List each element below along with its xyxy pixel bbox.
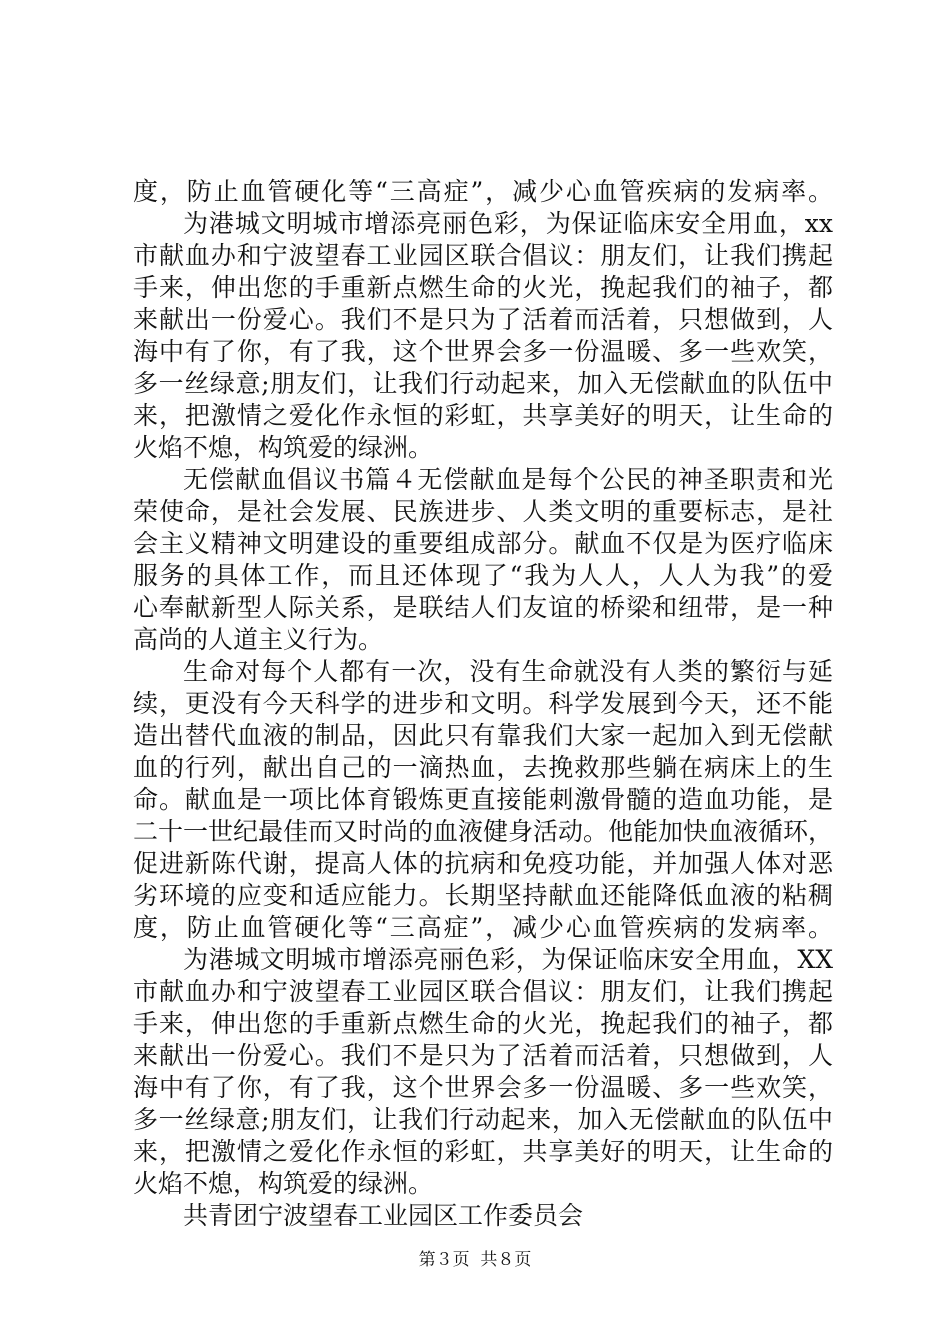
paragraph-first-line: 为港城文明城市增添亮丽色彩，为保证临床安全用血，XX: [183, 945, 833, 974]
text-line: 市献血办和宁波望春工业园区联合倡议：朋友们，让我们携起: [133, 241, 833, 270]
text-line: 手来，伸出您的手重新点燃生命的火光，挽起我们的袖子，都: [133, 273, 833, 302]
text-line: 续，更没有今天科学的进步和文明。科学发展到今天，还不能: [133, 689, 833, 718]
signature-line: 共青团宁波望春工业园区工作委员会: [183, 1201, 584, 1230]
text-line: 会主义精神文明建设的重要组成部分。献血不仅是为医疗临床: [133, 529, 833, 558]
text-line: 造出替代血液的制品，因此只有靠我们大家一起加入到无偿献: [133, 721, 833, 750]
text-line: 海中有了你，有了我，这个世界会多一份温暖、多一些欢笑，: [133, 337, 833, 366]
paragraph-first-line: 无偿献血倡议书篇４无偿献血是每个公民的神圣职责和光: [183, 465, 833, 494]
text-line: 劣环境的应变和适应能力。长期坚持献血还能降低血液的粘稠: [133, 881, 833, 910]
text-line: 血的行列，献出自己的一滴热血，去挽救那些躺在病床上的生: [133, 753, 833, 782]
text-line: 手来，伸出您的手重新点燃生命的火光，挽起我们的袖子，都: [133, 1009, 833, 1038]
text-line: 度，防止血管硬化等“三高症”，减少心血管疾病的发病率。: [133, 177, 833, 206]
text-line: 多一丝绿意;朋友们，让我们行动起来，加入无偿献血的队伍中: [133, 369, 833, 398]
text-line: 心奉献新型人际关系，是联结人们友谊的桥梁和纽带，是一种: [133, 593, 833, 622]
text-line: 海中有了你，有了我，这个世界会多一份温暖、多一些欢笑，: [133, 1073, 833, 1102]
text-line: 二十一世纪最佳而又时尚的血液健身活动。他能加快血液循环，: [133, 817, 834, 846]
paragraph-first-line: 生命对每个人都有一次，没有生命就没有人类的繁衍与延: [183, 657, 833, 686]
text-line: 火焰不熄，构筑爱的绿洲。: [133, 433, 434, 462]
text-line: 高尚的人道主义行为。: [133, 625, 384, 654]
text-line: 多一丝绿意;朋友们，让我们行动起来，加入无偿献血的队伍中: [133, 1105, 833, 1134]
paragraph-first-line: 为港城文明城市增添亮丽色彩，为保证临床安全用血，xx: [183, 209, 833, 238]
text-line: 促进新陈代谢，提高人体的抗病和免疫功能，并加强人体对恶: [133, 849, 833, 878]
text-line: 来，把激情之爱化作永恒的彩虹，共享美好的明天，让生命的: [133, 1137, 833, 1166]
text-line: 荣使命，是社会发展、民族进步、人类文明的重要标志，是社: [133, 497, 833, 526]
text-line: 来，把激情之爱化作永恒的彩虹，共享美好的明天，让生命的: [133, 401, 833, 430]
text-line: 命。献血是一项比体育锻炼更直接能刺激骨髓的造血功能，是: [133, 785, 833, 814]
text-line: 服务的具体工作，而且还体现了“我为人人，人人为我”的爱: [133, 561, 833, 590]
document-body: [133, 176, 833, 1232]
text-line: 市献血办和宁波望春工业园区联合倡议：朋友们，让我们携起: [133, 977, 833, 1006]
page-number-footer: 第３页 共８页: [418, 1250, 532, 1270]
text-line: 度，防止血管硬化等“三高症”，减少心血管疾病的发病率。: [133, 913, 833, 942]
text-line: 来献出一份爱心。我们不是只为了活着而活着，只想做到，人: [133, 1041, 833, 1070]
text-line: 火焰不熄，构筑爱的绿洲。: [133, 1169, 434, 1198]
text-line: 来献出一份爱心。我们不是只为了活着而活着，只想做到，人: [133, 305, 833, 334]
